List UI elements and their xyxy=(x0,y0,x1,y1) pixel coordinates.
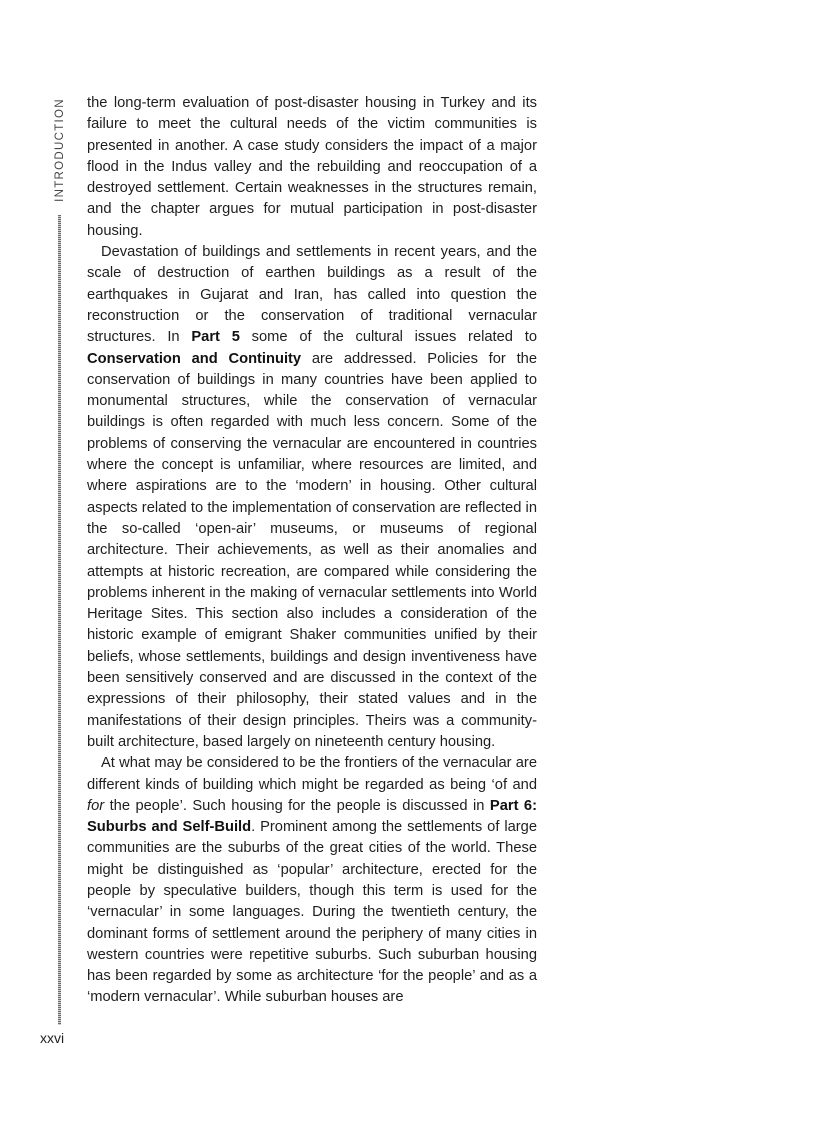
text-run: Devastation of buildings and settlements in recent years, and the scale of destruction of earthen buildings as a result of the earthquakes in Gujarat and Iran, has called into question the reconstruction or the conservation of traditional vernacular structures. In xyxy=(87,244,537,346)
page-number: xxvi xyxy=(40,1030,65,1046)
part-6-heading-ref: Part 6: Suburbs and Self-Build xyxy=(87,797,537,836)
text-run: . Prominent among the settlements of large communities are the suburbs of the great cities of the world. These might be distinguished as ‘popular’ architecture, erected for the people by speculative builders, though this term is used for the ‘vernacular’ in some languages. During the twentieth century, the dominant forms of settlement around the periphery of many cities in western countries were repetitive suburbs. Such suburban housing has been regarded by some as architecture ‘for the people’ and as a ‘modern vernacular’. While suburban houses are xyxy=(87,819,537,1006)
body-text xyxy=(87,93,537,1009)
running-head xyxy=(50,90,70,210)
text-run: the people’. Such housing for the people is discussed in xyxy=(104,797,490,814)
conservation-continuity-ref: Conservation and Continuity xyxy=(87,350,302,367)
text-run: are addressed. Policies for the conservation of buildings in many countries have been applied to monumental structures, while the conservation of vernacular buildings is often regarded with much less concern. Some of the problems of conserving the vernacular are encountered in countries where the concept is unfamiliar, where resources are limited, and where aspirations are to the ‘modern’ in housing. Other cultural aspects related to the implementation of conservation are reflected in the so-called ‘open-air’ museums, or museums of regional architecture. Their achievements, as well as their anomalies and attempts at historic recreation, are compared while considering the problems inherent in the making of vernacular settlements into World Heritage Sites. This section also includes a consideration of the historic example of emigrant Shaker communities unified by their beliefs, whose settlements, buildings and design inventiveness have been sensitively conserved and are discussed in the context of the expressions of their philosophy, their stated values and in the manifestations of their design principles. Theirs was a community-built architecture, based largely on nineteenth century housing. xyxy=(87,350,537,750)
paragraph xyxy=(87,753,537,1009)
paragraph xyxy=(87,242,537,753)
part-5-heading-ref: Part 5 xyxy=(191,329,240,346)
running-head-text: INTRODUCTION xyxy=(54,98,66,202)
text-run: At what may be considered to be the frontiers of the vernacular are different kinds of building which might be regarded as being ‘of and xyxy=(87,755,537,793)
text-run: the long-term evaluation of post-disaster housing in Turkey and its failure to meet the cultural needs of the victim communities is presented in another. A case study considers the impact of a major flood in the Indus valley and the rebuilding and reoccupation of a destroyed settlement. Certain weaknesses in the structures remain, and the chapter argues for mutual participation in post-disaster housing. xyxy=(87,95,537,239)
italic-for: for xyxy=(87,797,105,814)
side-rule xyxy=(58,215,61,1025)
paragraph xyxy=(87,93,537,242)
text-run: some of the cultural issues related to xyxy=(239,329,537,346)
